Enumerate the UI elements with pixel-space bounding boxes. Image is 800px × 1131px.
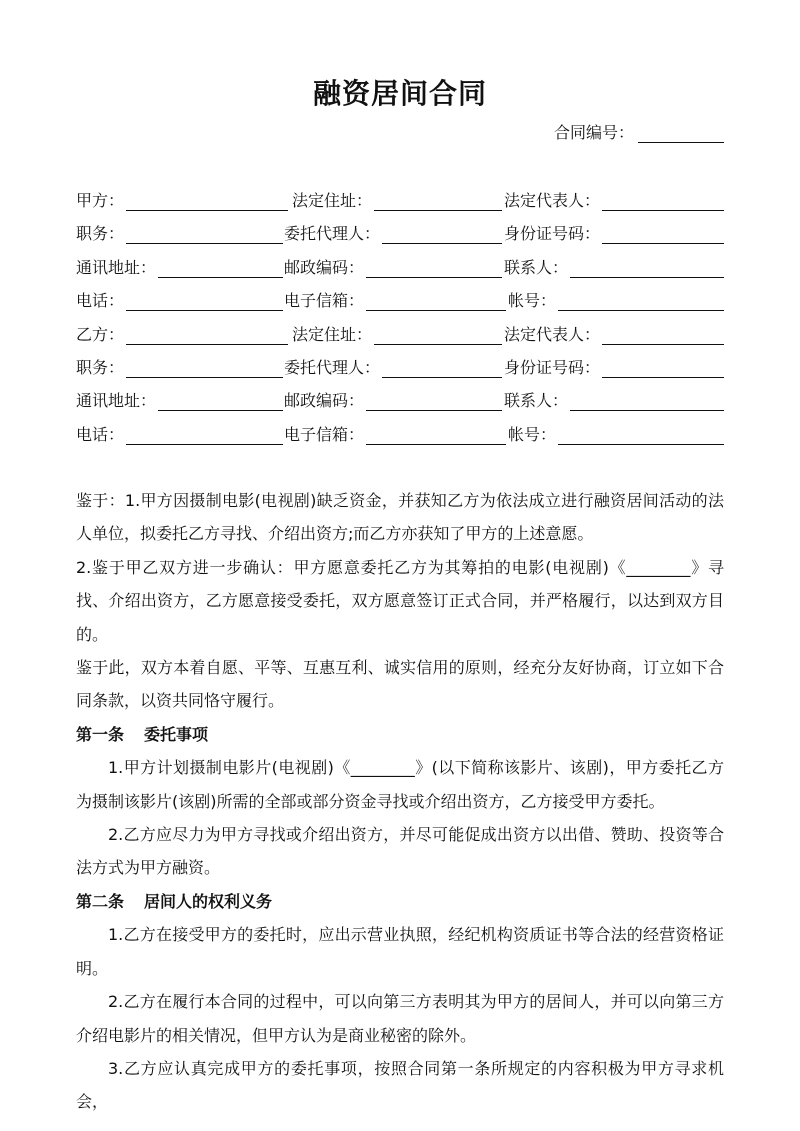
party-a-id-field bbox=[504, 221, 724, 244]
field-label: 帐号： bbox=[508, 424, 557, 444]
fill-blank bbox=[570, 392, 724, 411]
party-info-section bbox=[76, 184, 724, 451]
fill-blank bbox=[602, 225, 724, 244]
party-a-row bbox=[76, 284, 724, 317]
contract-number-blank bbox=[638, 124, 724, 143]
party-a-address-field bbox=[292, 188, 502, 211]
preamble-paragraph: 鉴于：1.甲方因摄制电影(电视剧)缺乏资金，并获知乙方为依法成立进行融资居间活动的法人单位，拟委托乙方寻找、介绍出资方;而乙方亦获知了甲方的上述意愿。 bbox=[76, 491, 724, 544]
field-label: 邮政编码： bbox=[284, 257, 365, 277]
fill-blank bbox=[158, 259, 283, 278]
document-title: 融资居间合同 bbox=[312, 77, 487, 110]
article-title: 委托事项 bbox=[144, 724, 209, 744]
article-paragraph: 1.甲方计划摄制电影片(电视剧)《________》(以下简称该影片、该剧)，甲方委托乙方为摄制该影片(该剧)所需的全部或部分资金寻找或介绍出资方，乙方接受甲方委托。 bbox=[76, 758, 724, 811]
party-b-address-field bbox=[292, 322, 502, 345]
fill-blank bbox=[126, 426, 283, 445]
contract-number-label: 合同编号： bbox=[553, 123, 634, 142]
fill-blank bbox=[126, 225, 283, 244]
fill-blank bbox=[158, 392, 283, 411]
fill-blank bbox=[366, 259, 502, 278]
article-number: 第二条 bbox=[76, 891, 125, 911]
party-b-row bbox=[76, 418, 724, 451]
field-label: 通讯地址： bbox=[76, 391, 157, 411]
field-label: 电话： bbox=[76, 291, 125, 311]
field-label: 身份证号码： bbox=[504, 224, 601, 244]
article-paragraph: 3.乙方应认真完成甲方的委托事项，按照合同第一条所规定的内容积极为甲方寻求机会， bbox=[76, 1058, 724, 1112]
field-label: 职务： bbox=[76, 224, 125, 244]
party-b-mailing-address-field bbox=[76, 388, 283, 411]
party-a-row bbox=[76, 217, 724, 250]
party-a-contact-field bbox=[504, 255, 724, 278]
fill-blank bbox=[126, 326, 288, 345]
party-a-agent-field bbox=[284, 221, 502, 244]
contract-number-field bbox=[554, 120, 724, 143]
fill-blank bbox=[366, 392, 502, 411]
field-label: 电子信箱： bbox=[284, 424, 365, 444]
fill-blank bbox=[382, 225, 502, 244]
party-a-account-field bbox=[508, 288, 724, 311]
field-label: 甲方： bbox=[76, 191, 125, 210]
fill-blank bbox=[126, 359, 283, 378]
fill-blank bbox=[558, 426, 724, 445]
fill-blank bbox=[382, 359, 502, 378]
party-a-mailing-address-field bbox=[76, 255, 283, 278]
contract-body bbox=[76, 484, 724, 1119]
party-b-position-field bbox=[76, 355, 283, 378]
field-label: 电话： bbox=[76, 424, 125, 444]
field-label: 帐号： bbox=[508, 291, 557, 311]
party-a-name-field bbox=[76, 188, 288, 211]
party-b-account-field bbox=[508, 422, 724, 445]
field-label: 通讯地址： bbox=[76, 257, 157, 277]
party-b-contact-field bbox=[504, 388, 724, 411]
article-paragraph: 2.乙方在履行本合同的过程中，可以向第三方表明其为甲方的居间人，并可以向第三方介绍电影片的相关情况，但甲方认为是商业秘密的除外。 bbox=[76, 992, 724, 1045]
party-a-row bbox=[76, 251, 724, 284]
article-number: 第一条 bbox=[76, 724, 125, 744]
fill-blank bbox=[366, 292, 506, 311]
fill-blank bbox=[602, 359, 724, 378]
party-b-agent-field bbox=[284, 355, 502, 378]
article-paragraph: 2.乙方应尽力为甲方寻找或介绍出资方，并尽可能促成出资方以出借、赞助、投资等合法方式为甲方融资。 bbox=[76, 825, 724, 878]
field-label: 法定代表人： bbox=[504, 191, 601, 210]
party-a-row bbox=[76, 184, 724, 217]
party-b-representative-field bbox=[504, 322, 724, 345]
field-label: 法定住址： bbox=[292, 191, 373, 210]
party-b-phone-field bbox=[76, 422, 283, 445]
party-b-row bbox=[76, 351, 724, 384]
fill-blank bbox=[558, 292, 724, 311]
fill-blank bbox=[374, 192, 502, 211]
party-b-row bbox=[76, 384, 724, 417]
fill-blank bbox=[602, 192, 724, 211]
field-label: 联系人： bbox=[504, 391, 569, 411]
article-heading bbox=[76, 718, 724, 751]
party-a-email-field bbox=[284, 288, 506, 311]
field-label: 电子信箱： bbox=[284, 291, 365, 311]
field-label: 身份证号码： bbox=[504, 357, 601, 377]
article-heading bbox=[76, 885, 724, 918]
fill-blank bbox=[126, 192, 288, 211]
party-b-name-field bbox=[76, 322, 288, 345]
field-label: 乙方： bbox=[76, 324, 125, 344]
preamble-paragraph: 鉴于此，双方本着自愿、平等、互惠互利、诚实信用的原则，经充分友好协商，订立如下合同条款，以资共同恪守履行。 bbox=[76, 658, 724, 711]
party-b-id-field bbox=[504, 355, 724, 378]
party-a-position-field bbox=[76, 221, 283, 244]
article-paragraph: 1.乙方在接受甲方的委托时，应出示营业执照，经纪机构资质证书等合法的经营资格证明。 bbox=[76, 925, 724, 978]
field-label: 法定代表人： bbox=[504, 324, 601, 344]
field-label: 法定住址： bbox=[292, 324, 373, 344]
fill-blank bbox=[602, 326, 724, 345]
field-label: 委托代理人： bbox=[284, 357, 381, 377]
fill-blank bbox=[374, 326, 502, 345]
fill-blank bbox=[570, 259, 724, 278]
preamble-paragraph: 2.鉴于甲乙双方进一步确认：甲方愿意委托乙方为其筹拍的电影(电视剧)《________》寻找、介绍出资方，乙方愿意接受委托，双方愿意签订正式合同，并严格履行，以达到双方目的。 bbox=[76, 557, 724, 644]
field-label: 委托代理人： bbox=[284, 224, 381, 244]
party-b-email-field bbox=[284, 422, 506, 445]
fill-blank bbox=[366, 426, 506, 445]
fill-blank bbox=[126, 292, 283, 311]
party-a-phone-field bbox=[76, 288, 283, 311]
field-label: 邮政编码： bbox=[284, 391, 365, 411]
article-title: 居间人的权利义务 bbox=[144, 891, 273, 911]
party-b-postcode-field bbox=[284, 388, 502, 411]
field-label: 职务： bbox=[76, 357, 125, 377]
field-label: 联系人： bbox=[504, 257, 569, 277]
party-a-postcode-field bbox=[284, 255, 502, 278]
party-b-row bbox=[76, 318, 724, 351]
party-a-representative-field bbox=[504, 188, 724, 211]
